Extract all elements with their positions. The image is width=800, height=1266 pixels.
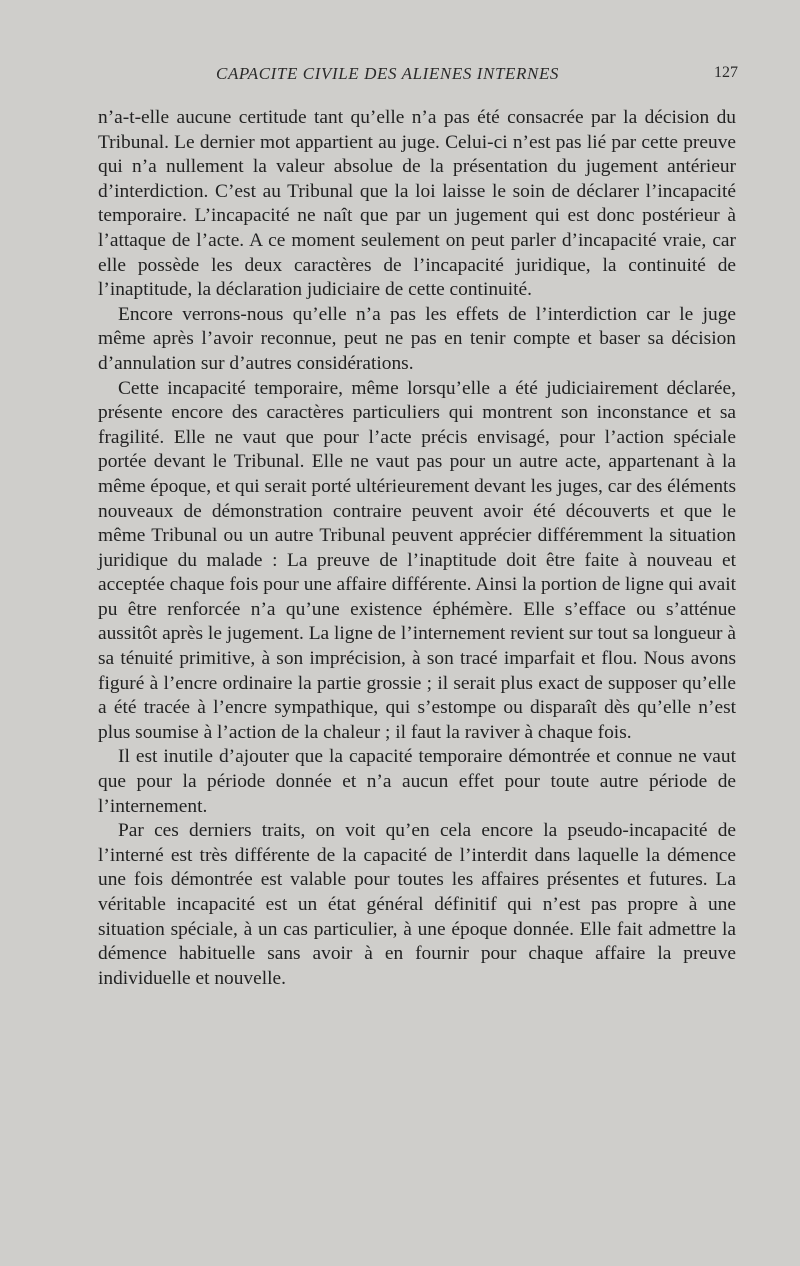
paragraph-4: Il est inutile d’ajouter que la capacité temporaire démontrée et connue ne vaut que pour la période donnée et n’a aucun effet pour toute autre période de l’internement. (98, 746, 736, 817)
page-number: 127 (714, 64, 738, 81)
paragraph-2: Encore verrons-nous qu’elle n’a pas les effets de l’interdiction car le juge même après l’avoir reconnue, peut ne pas en tenir compte et baser sa décision d’annulation sur d’autres considérations. (98, 303, 736, 374)
page-header (98, 64, 738, 88)
running-title: CAPACITE CIVILE DES ALIENES INTERNES (216, 64, 560, 83)
paragraph-3: Cette incapacité temporaire, même lorsqu’elle a été judiciairement déclarée, présente encore des caractères particuliers qui montrent son inconstance et sa fragilité. Elle ne vaut que pour l’acte précis envisagé, pour l’action spéciale portée devant le Tribunal. Elle ne vaut pas pour un autre acte, appartenant à la même époque, et qui serait porté ultérieurement devant les juges, car des éléments nouveaux de démonstration contraire peuvent avoir été découverts et que le même Tribunal ou un autre Tribunal peuvent apprécier différemment la situation juridique du malade : La preuve de l’inaptitude doit être faite à nouveau et acceptée chaque fois pour une affaire différente. Ainsi la portion de ligne qui avait pu être renforcée n’a qu’une existence éphémère. Elle s’efface ou s’atténue aussitôt après le jugement. La ligne de l’internement revient sur tout sa longueur à sa ténuité primitive, à son imprécision, à son tracé imparfait et flou. Nous avons figuré à l’encre ordinaire la partie grossie ; il serait plus exact de supposer qu’elle a été tracée à l’encre sympathique, qui s’estompe ou disparaît dès qu’elle n’est plus soumise à l’action de la chaleur ; il faut la raviver à chaque fois. (98, 377, 736, 743)
paragraph-5: Par ces derniers traits, on voit qu’en cela encore la pseudo-incapacité de l’interné est très différente de la capacité de l’interdit dans laquelle la démence une fois démontrée est valable pour toutes les affaires présentes et futures. La véritable incapacité est un état général définitif qui n’est pas propre à une situation spéciale, à un cas particulier, à une époque donnée. Elle fait admettre la démence habituelle sans avoir à en fournir pour chaque affaire la preuve individuelle et nouvelle. (98, 820, 736, 989)
paragraph-1: n’a-t-elle aucune certitude tant qu’elle n’a pas été consacrée par la décision du Tribunal. Le dernier mot appartient au juge. Celui-ci n’est pas lié par cette preuve qui n’a nullement la valeur absolue de la présentation du jugement antérieur d’interdiction. C’est au Tribunal que la loi laisse le soin de déclarer l’incapacité temporaire. L’incapacité ne naît que par un jugement qui est donc postérieur à l’attaque de l’acte. A ce moment seulement on peut parler d’incapacité vraie, car elle possède les deux caractères de l’incapacité juridique, la continuité de l’inaptitude, la déclaration judiciaire de cette continuité. (98, 107, 736, 301)
body-text (98, 106, 736, 991)
